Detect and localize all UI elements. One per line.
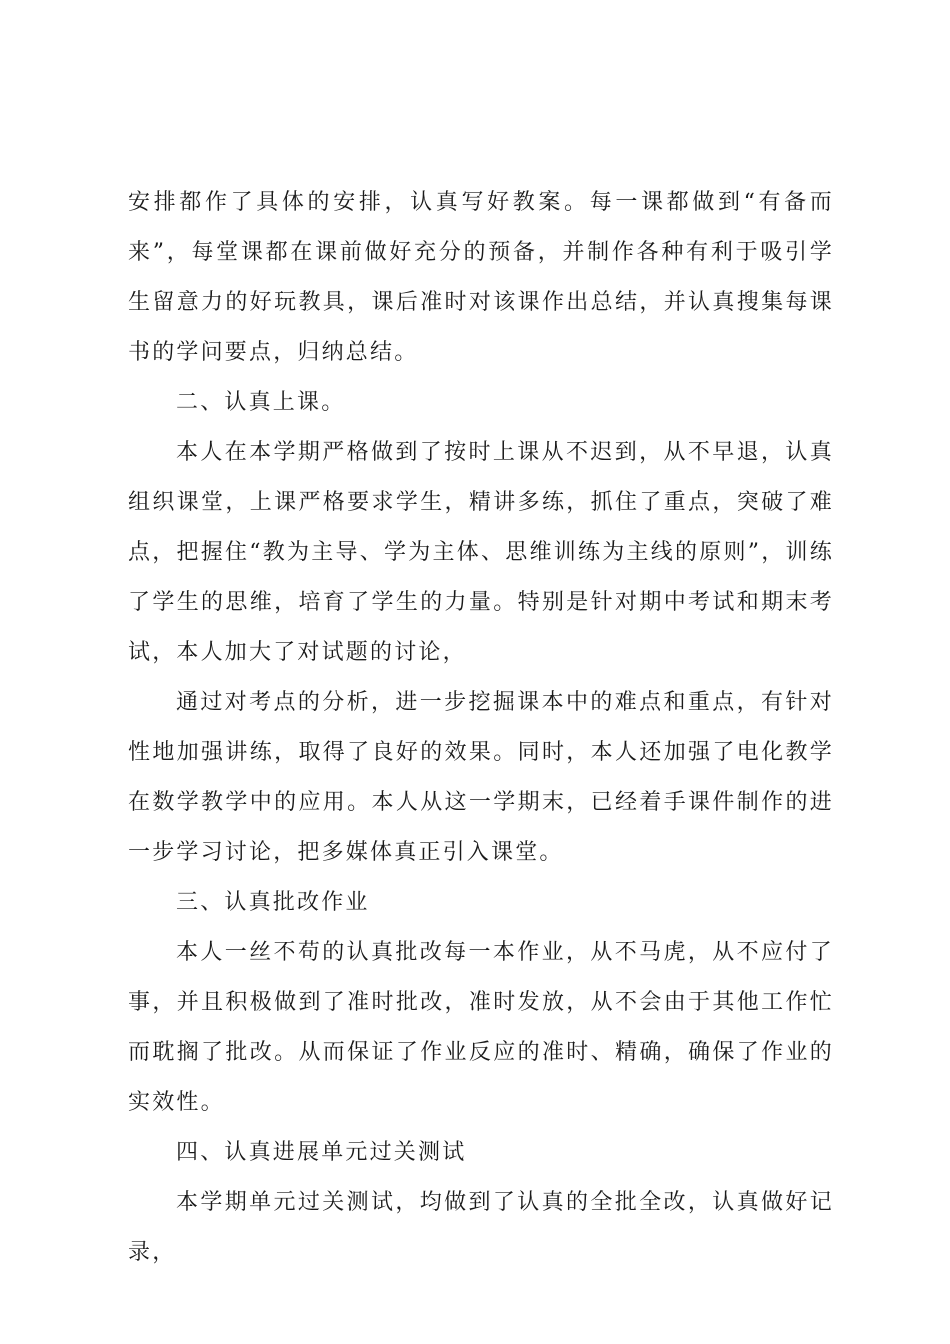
section-heading-2: 二、认真上课。 — [176, 390, 346, 415]
paragraph-unit-test: 本学期单元过关测试，均做到了认真的全批全改，认真做好记录， — [128, 1190, 834, 1265]
paragraph-lecture: 本人在本学期严格做到了按时上课从不迟到，从不早退，认真组织课堂，上课严格要求学生，精讲多练，抓住了重点，突破了难点，把握住“教为主导、学为主体、思维训练为主线的原则”，训练了学生的思维，培育了学生的力量。特别是针对期中考试和期末考试，本人加大了对试题的讨论， — [128, 440, 834, 665]
paragraph-analysis: 通过对考点的分析，进一步挖掘课本中的难点和重点，有针对性地加强讲练，取得了良好的效果。同时，本人还加强了电化教学在数学教学中的应用。本人从这一学期末，已经着手课件制作的进一步学习讨论，把多媒体真正引入课堂。 — [128, 690, 834, 865]
paragraph-homework: 本人一丝不苟的认真批改每一本作业，从不马虎，从不应付了事，并且积极做到了准时批改，准时发放，从不会由于其他工作忙而耽搁了批改。从而保证了作业反应的准时、精确，确保了作业的实效性。 — [128, 940, 834, 1115]
document-body — [128, 178, 834, 1278]
section-heading-3: 三、认真批改作业 — [176, 890, 370, 915]
paragraph-continuation: 安排都作了具体的安排，认真写好教案。每一课都做到“有备而来”，每堂课都在课前做好充分的预备，并制作各种有利于吸引学生留意力的好玩教具，课后准时对该课作出总结，并认真搜集每课书的学问要点，归纳总结。 — [128, 190, 834, 365]
section-heading-4: 四、认真进展单元过关测试 — [176, 1140, 467, 1165]
